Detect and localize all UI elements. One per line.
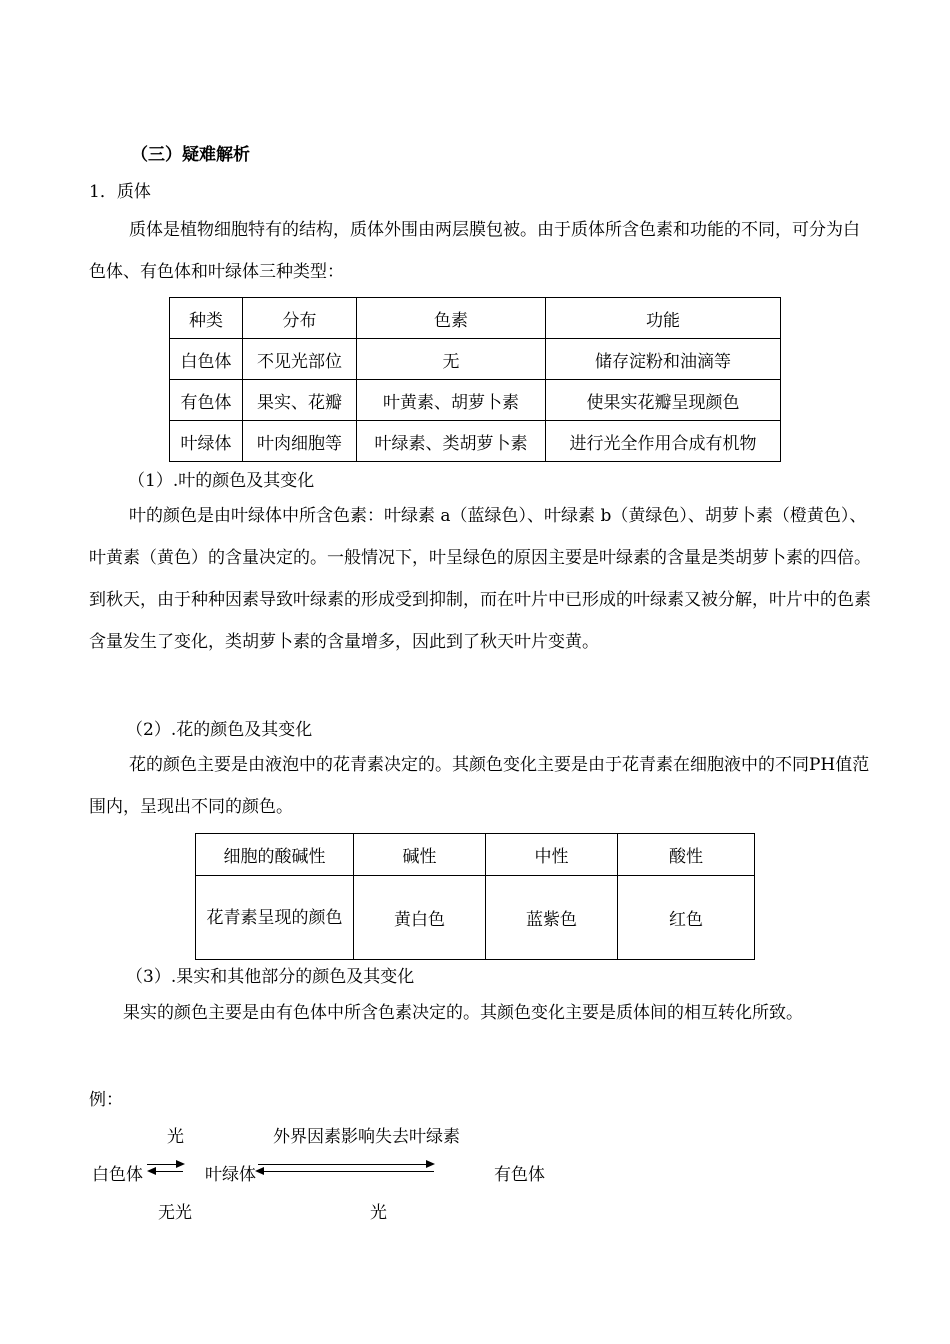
table-cell: 白色体 bbox=[170, 339, 243, 380]
table-header-row bbox=[170, 298, 781, 339]
flower-paragraph bbox=[89, 744, 875, 828]
diagram-label-external-factor: 外界因素影响失去叶绿素 bbox=[273, 1127, 460, 1147]
diagram-label-light-bottom: 光 bbox=[370, 1203, 387, 1223]
flower-text: 花的颜色主要是由液泡中的花青素决定的。其颜色变化主要是由于花青素在细胞液中的不同PH值范围内，呈现出不同的颜色。 bbox=[89, 755, 870, 817]
table-cell: 红色 bbox=[618, 876, 755, 960]
diagram-label-no-light: 无光 bbox=[158, 1203, 192, 1223]
header-cell: 功能 bbox=[546, 298, 781, 339]
table-cell: 有色体 bbox=[170, 380, 243, 421]
header-cell: 细胞的酸碱性 bbox=[196, 834, 354, 876]
table-cell: 叶绿素、类胡萝卜素 bbox=[357, 421, 546, 462]
table-cell: 叶绿体 bbox=[170, 421, 243, 462]
row-label-cell: 花青素呈现的颜色 bbox=[196, 876, 354, 960]
table-header-row bbox=[196, 834, 755, 876]
ph-color-table bbox=[195, 833, 755, 960]
table-cell: 蓝紫色 bbox=[486, 876, 618, 960]
intro-text: 质体是植物细胞特有的结构，质体外围由两层膜包被。由于质体所含色素和功能的不同，可分为白色体、有色体和叶绿体三种类型： bbox=[89, 220, 860, 282]
leaf-paragraph bbox=[89, 495, 875, 663]
header-cell: 色素 bbox=[357, 298, 546, 339]
item-title-plastid: 1．质体 bbox=[89, 182, 151, 202]
header-cell: 种类 bbox=[170, 298, 243, 339]
diagram-node-chloroplast: 叶绿体 bbox=[205, 1165, 256, 1185]
table-cell: 储存淀粉和油滴等 bbox=[546, 339, 781, 380]
table-row bbox=[170, 421, 781, 462]
header-cell: 分布 bbox=[243, 298, 357, 339]
subsection-title-flower: （2）.花的颜色及其变化 bbox=[126, 720, 313, 740]
intro-paragraph bbox=[89, 209, 875, 293]
table-cell: 不见光部位 bbox=[243, 339, 357, 380]
table-cell: 叶黄素、胡萝卜素 bbox=[357, 380, 546, 421]
table-cell: 使果实花瓣呈现颜色 bbox=[546, 380, 781, 421]
table-cell: 黄白色 bbox=[354, 876, 486, 960]
table-cell: 无 bbox=[357, 339, 546, 380]
table-row bbox=[196, 876, 755, 960]
diagram-node-leucoplast: 白色体 bbox=[92, 1165, 143, 1185]
header-cell: 中性 bbox=[486, 834, 618, 876]
table-cell: 进行光全作用合成有机物 bbox=[546, 421, 781, 462]
header-cell: 酸性 bbox=[618, 834, 755, 876]
subsection-title-leaf: （1）.叶的颜色及其变化 bbox=[128, 471, 315, 491]
subsection-title-fruit: （3）.果实和其他部分的颜色及其变化 bbox=[126, 967, 415, 987]
example-label: 例： bbox=[89, 1090, 123, 1110]
diagram-label-light-top: 光 bbox=[167, 1127, 184, 1147]
fruit-text: 果实的颜色主要是由有色体中所含色素决定的。其颜色变化主要是质体间的相互转化所致。 bbox=[123, 1003, 803, 1023]
diagram-node-chromoplast: 有色体 bbox=[494, 1165, 545, 1185]
table-cell: 果实、花瓣 bbox=[243, 380, 357, 421]
table-row bbox=[170, 339, 781, 380]
plastid-table bbox=[169, 297, 781, 462]
table-cell: 叶肉细胞等 bbox=[243, 421, 357, 462]
section-title: （三）疑难解析 bbox=[131, 145, 250, 165]
table-row bbox=[170, 380, 781, 421]
fruit-paragraph bbox=[89, 992, 875, 1034]
leaf-text: 叶的颜色是由叶绿体中所含色素：叶绿素 a（蓝绿色）、叶绿素 b（黄绿色）、胡萝卜素（橙黄色）、叶黄素（黄色）的含量决定的。一般情况下，叶呈绿色的原因主要是叶绿素的含量是类胡萝卜素的四倍。到秋天，由于种种因素导致叶绿素的形成受到抑制，而在叶片中已形成的叶绿素又被分解，叶片中的色素含量发生了变化，类胡萝卜素的含量增多，因此到了秋天叶片变黄。 bbox=[89, 506, 871, 652]
header-cell: 碱性 bbox=[354, 834, 486, 876]
